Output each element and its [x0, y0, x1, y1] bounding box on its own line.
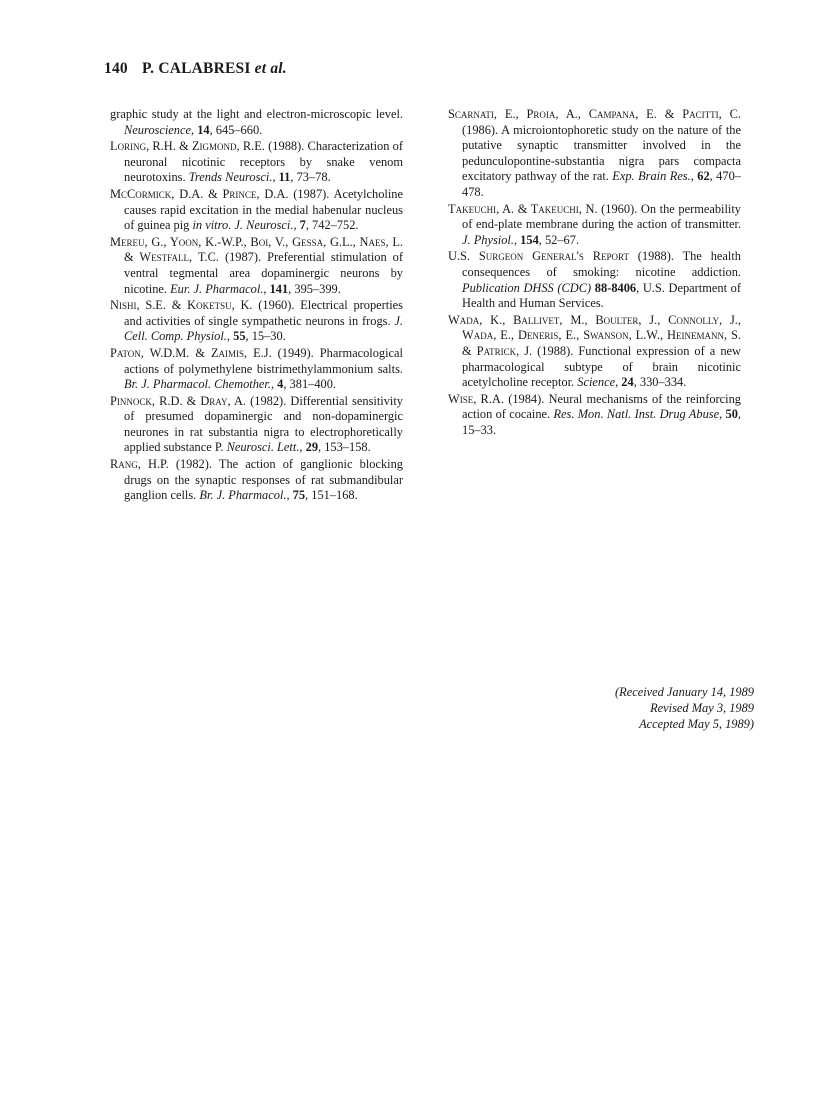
running-header-authors: [142, 60, 287, 77]
reference-journal: Science: [577, 375, 616, 390]
accepted-date: Accepted May 5, 1989): [639, 716, 754, 731]
reference-text: ,: [615, 375, 622, 390]
running-header: [104, 60, 287, 78]
reference-entry: [110, 394, 403, 456]
reference-text: ,: [690, 169, 698, 184]
reference-entry: [110, 139, 403, 186]
reference-text: (1949). Pharmacological actions of polymethylene bistrimethylammonium salts.: [124, 345, 403, 376]
reference-journal: Res. Mon. Natl. Inst. Drug Abuse: [553, 407, 720, 422]
reference-text: ,: [293, 218, 300, 233]
reference-text: ,: [719, 407, 726, 422]
reference-text: ,: [513, 232, 521, 247]
reference-text: (1988). Functional expression of a new pharmacological subtype of brain nicotinic acetylcholine receptor.: [462, 343, 741, 390]
reference-text: (1960). On the permeability of end-plate membrane during the action of transmitter.: [462, 201, 741, 232]
reference-entry: [448, 202, 741, 249]
reference-journal: Neuroscience: [124, 122, 191, 137]
reference-entry: [110, 457, 403, 504]
page-number: 140: [104, 60, 128, 77]
reference-text: (1984). Neural mechanisms of the reinforcing action of cocaine.: [462, 391, 741, 422]
reference-journal: J. Cell. Comp. Physiol.: [124, 313, 403, 344]
reference-text: (1988). The health consequences of smoking: nicotine addiction.: [462, 249, 741, 279]
reference-volume: 141: [269, 281, 289, 296]
reference-journal: Neurosci. Lett.: [226, 440, 300, 455]
reference-text: (1982). Differential sensitivity of presumed dopaminergic and non-dopaminergic neurones in rat substantia nigra to electrophoretically applied substance P.: [124, 393, 403, 455]
reference-entry: [448, 392, 741, 439]
reference-authors: Rang, H.P.: [110, 457, 169, 472]
reference-text: (1987). Preferential stimulation of ventral tegmental area dopaminergic neurons by nicotine.: [124, 250, 403, 296]
reference-text: , 73–78.: [290, 170, 331, 185]
reference-journal: Eur. J. Pharmacol.: [170, 281, 264, 296]
reference-entry: [110, 298, 403, 345]
reference-text: ,: [270, 377, 278, 392]
reference-volume: 75: [292, 488, 306, 503]
received-dates: [615, 685, 754, 732]
reference-text: , 645–660.: [209, 122, 263, 137]
reference-authors: U.S. Surgeon General's Report: [448, 249, 629, 264]
references-right-column: [448, 107, 741, 439]
reference-volume: 24: [621, 375, 634, 390]
reference-entry: [448, 107, 741, 201]
reference-text: (1982). The action of ganglionic blocking drugs on the synaptic responses of rat submandibular ganglion cells.: [124, 457, 403, 503]
reference-text: , 470–478.: [462, 169, 741, 199]
reference-entry: [110, 107, 403, 138]
reference-text: ,: [299, 440, 306, 455]
reference-volume: 29: [305, 440, 319, 455]
reference-volume: 62: [697, 169, 710, 184]
reference-text: (1988). Characterization of neuronal nicotinic receptors by snake venom neurotoxins.: [124, 139, 403, 185]
reference-authors: Wise, R.A.: [448, 391, 504, 406]
reference-text: graphic study at the light and electron-microscopic level.: [110, 107, 403, 121]
reference-text: ,: [272, 170, 279, 185]
reference-journal: Exp. Brain Res.: [612, 169, 691, 184]
reference-text: , U.S. Department of Health and Human Services.: [462, 280, 741, 311]
reference-authors: Scarnati, E., Proia, A., Campana, E. & Pacitti, C.: [448, 107, 741, 121]
reference-journal: Br. J. Pharmacol.: [199, 488, 287, 503]
reference-entry: [448, 313, 741, 391]
reference-text: , 52–67.: [538, 232, 580, 247]
reference-volume: 4: [277, 377, 284, 392]
reference-volume: 88-8406: [594, 280, 637, 295]
reference-text: ,: [226, 329, 234, 344]
reference-authors: McCormick, D.A. & Prince, D.A.: [110, 186, 289, 201]
reference-text: , 742–752.: [305, 218, 359, 233]
references-left-column: [110, 107, 403, 505]
reference-entry: [448, 249, 741, 311]
reference-authors: Loring, R.H. & Zigmond, R.E.: [110, 139, 265, 154]
reference-authors: Takeuchi, A. & Takeuchi, N.: [448, 201, 598, 216]
reference-journal: Publication DHSS (CDC): [462, 280, 592, 295]
reference-volume: 154: [520, 232, 539, 247]
header-author-name: P. CALABRESI: [141, 60, 255, 77]
reference-journal: Br. J. Pharmacol. Chemother.: [124, 377, 271, 392]
reference-volume: 55: [233, 329, 246, 344]
reference-volume: 14: [197, 122, 210, 137]
reference-text: , 15–33.: [462, 407, 741, 437]
reference-journal: J. Neurosci.: [234, 218, 294, 233]
reference-text: (1960). Electrical properties and activities of single sympathetic neurons in frogs.: [124, 298, 403, 328]
reference-text: (1987). Acetylcholine causes rapid excitation in the medial habenular nucleus of guinea pig: [124, 186, 403, 233]
reference-text: (1986). A microiontophoretic study on the nature of the putative synaptic transmitter involved in the pedunculopontine-substantia nigra pars compacta excitatory pathway of the rat.: [462, 122, 741, 184]
reference-authors: Pinnock, R.D. & Dray, A.: [110, 393, 247, 408]
reference-text: , 15–30.: [245, 329, 286, 344]
reference-text: ,: [190, 122, 198, 137]
reference-entry: [110, 346, 403, 393]
reference-volume: 7: [299, 218, 306, 233]
header-et-al: et al.: [254, 60, 287, 77]
reference-volume: 11: [278, 170, 291, 185]
reference-authors: Nishi, S.E. & Koketsu, K.: [110, 298, 253, 313]
reference-emphasis: in vitro: [192, 218, 229, 233]
reference-text: , 395–399.: [288, 281, 341, 296]
reference-text: ,: [263, 281, 270, 296]
reference-journal: J. Physiol.: [462, 232, 514, 247]
reference-authors: Mereu, G., Yoon, K.-W.P., Boi, V., Gessa, G.L., Naes, L. & Westfall, T.C.: [110, 234, 403, 265]
reference-volume: 50: [725, 407, 738, 422]
reference-authors: Wada, K., Ballivet, M., Boulter, J., Connolly, J., Wada, E., Deneris, E., Swanson, L.W., Heinemann, S. & Patrick, J.: [448, 312, 741, 358]
reference-authors: Paton, W.D.M. & Zaimis, E.J.: [110, 345, 272, 360]
reference-text: ,: [286, 488, 293, 503]
reference-text: , 330–334.: [633, 375, 687, 390]
reference-journal: Trends Neurosci.: [188, 170, 273, 185]
reference-text: , 381–400.: [283, 377, 337, 392]
received-date: (Received January 14, 1989: [615, 685, 754, 699]
reference-entry: [110, 235, 403, 297]
reference-text: , 151–168.: [305, 488, 358, 503]
revised-date: Revised May 3, 1989: [650, 700, 754, 715]
reference-entry: [110, 187, 403, 234]
reference-text: .: [228, 218, 235, 233]
reference-text: , 153–158.: [318, 440, 371, 455]
